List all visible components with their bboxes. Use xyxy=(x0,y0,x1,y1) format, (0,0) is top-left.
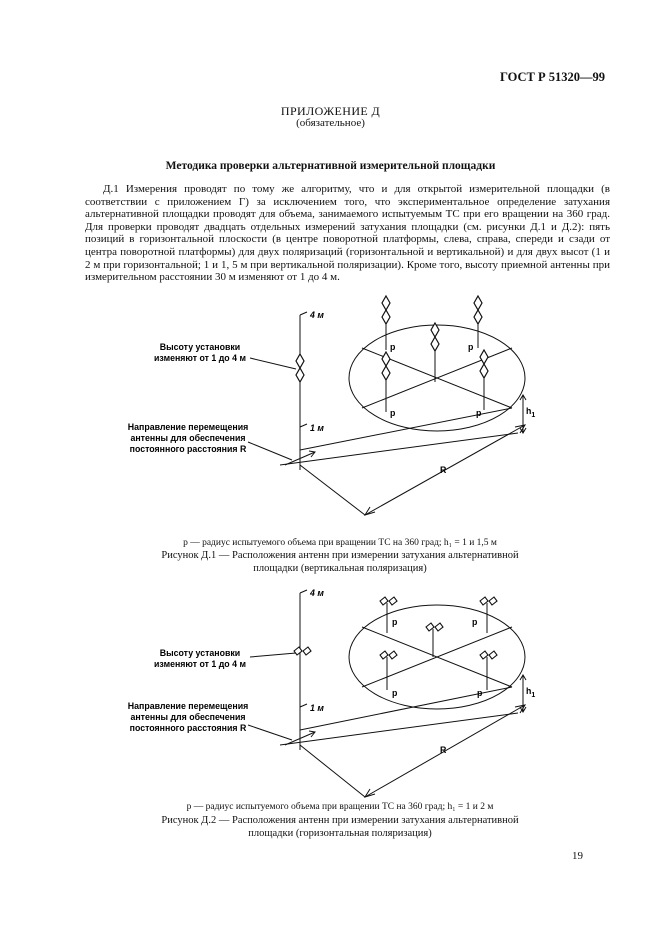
figure-2-note: p — радиус испытуемого объема при вращении ТС на 360 град; h₁ = 1 и 2 м xyxy=(186,802,494,812)
p-label: p xyxy=(392,617,398,627)
direction-label-line1: Направление перемещения xyxy=(127,701,249,711)
height-label-line1: Высоту установки xyxy=(159,648,241,658)
figure-1-caption xyxy=(100,550,580,575)
mast-bottom-label: 1 м xyxy=(310,703,324,713)
page-number: 19 xyxy=(572,850,583,862)
section-title: Методика проверки альтернативной измерительной площадки xyxy=(165,160,496,172)
paragraph-d1: Д.1 Измерения проводят по тому же алгоритму, что и для открытой измерительной площадки (в соответствии с приложением Г) за исключением того, что экспериментальное определение затухания альтернативной площадки проводят для объема, занимаемого испытуемым ТС при его вращении на 360 град. Для проверки проводят двадцать отдельных измерений затухания площадки (см. рисунки Д.1 и Д.2): пять позиций в горизонтальной плоскости (в центре поворотной платформы, слева, справа, спереди и сзади от центра поворотной платформы) для двух поляризаций (горизонтальной и вертикальной) и для двух высот (1 и 2 м при горизонтальной; 1 и 1, 5 м при вертикальной поляризации). Кроме того, высоту приемной антенны при измерительном расстоянии 30 м изменяют от 1 до 4 м. xyxy=(85,183,610,284)
h-label: $h_1$ xyxy=(526,686,536,699)
figure-2-diagram xyxy=(100,585,580,805)
direction-label-line2: антенны для обеспечения xyxy=(130,712,246,722)
r-label: R xyxy=(440,745,447,755)
r-label: R xyxy=(440,465,447,475)
mast-top-label: 4 м xyxy=(310,310,324,320)
figure-1-diagram xyxy=(100,290,580,530)
height-label-line2: изменяют от 1 до 4 м xyxy=(154,353,246,363)
p-label: p xyxy=(476,408,482,418)
height-label-line2: изменяют от 1 до 4 м xyxy=(154,659,246,669)
direction-label-line2: антенны для обеспечения xyxy=(130,433,246,443)
figure-2-caption-line1: Рисунок Д.2 — Расположения антенн при измерении затухания альтернативной xyxy=(161,815,519,826)
mast-top-label: 4 м xyxy=(310,588,324,598)
mast-bottom-label: 1 м xyxy=(310,423,324,433)
height-label-line1: Высоту установки xyxy=(159,342,241,352)
figure-2-caption xyxy=(100,815,580,840)
appendix-title: ПРИЛОЖЕНИЕ Д xyxy=(280,104,381,118)
p-label: p xyxy=(477,688,483,698)
p-label: p xyxy=(472,617,478,627)
figure-1-caption-line1: Рисунок Д.1 — Расположения антенн при измерении затухания альтернативной xyxy=(161,550,519,561)
direction-label-line1: Направление перемещения xyxy=(127,422,249,432)
document-code: ГОСТ Р 51320—99 xyxy=(499,70,605,84)
p-label: p xyxy=(468,342,474,352)
direction-label-line3: постоянного расстояния R xyxy=(129,723,247,733)
figure-2-caption-line2: площадки (горизонтальная поляризация) xyxy=(248,827,432,839)
direction-label-line3: постоянного расстояния R xyxy=(129,444,247,454)
p-label: p xyxy=(390,342,396,352)
h-label: $h_1$ xyxy=(526,406,536,419)
p-label: p xyxy=(392,688,398,698)
figure-1-caption-line2: площадки (вертикальная поляризация) xyxy=(253,562,427,574)
appendix-status: (обязательное) xyxy=(296,117,365,129)
figure-1-note: p — радиус испытуемого объема при вращении ТС на 360 град; h₁ = 1 и 1,5 м xyxy=(183,538,497,548)
p-label: p xyxy=(390,408,396,418)
